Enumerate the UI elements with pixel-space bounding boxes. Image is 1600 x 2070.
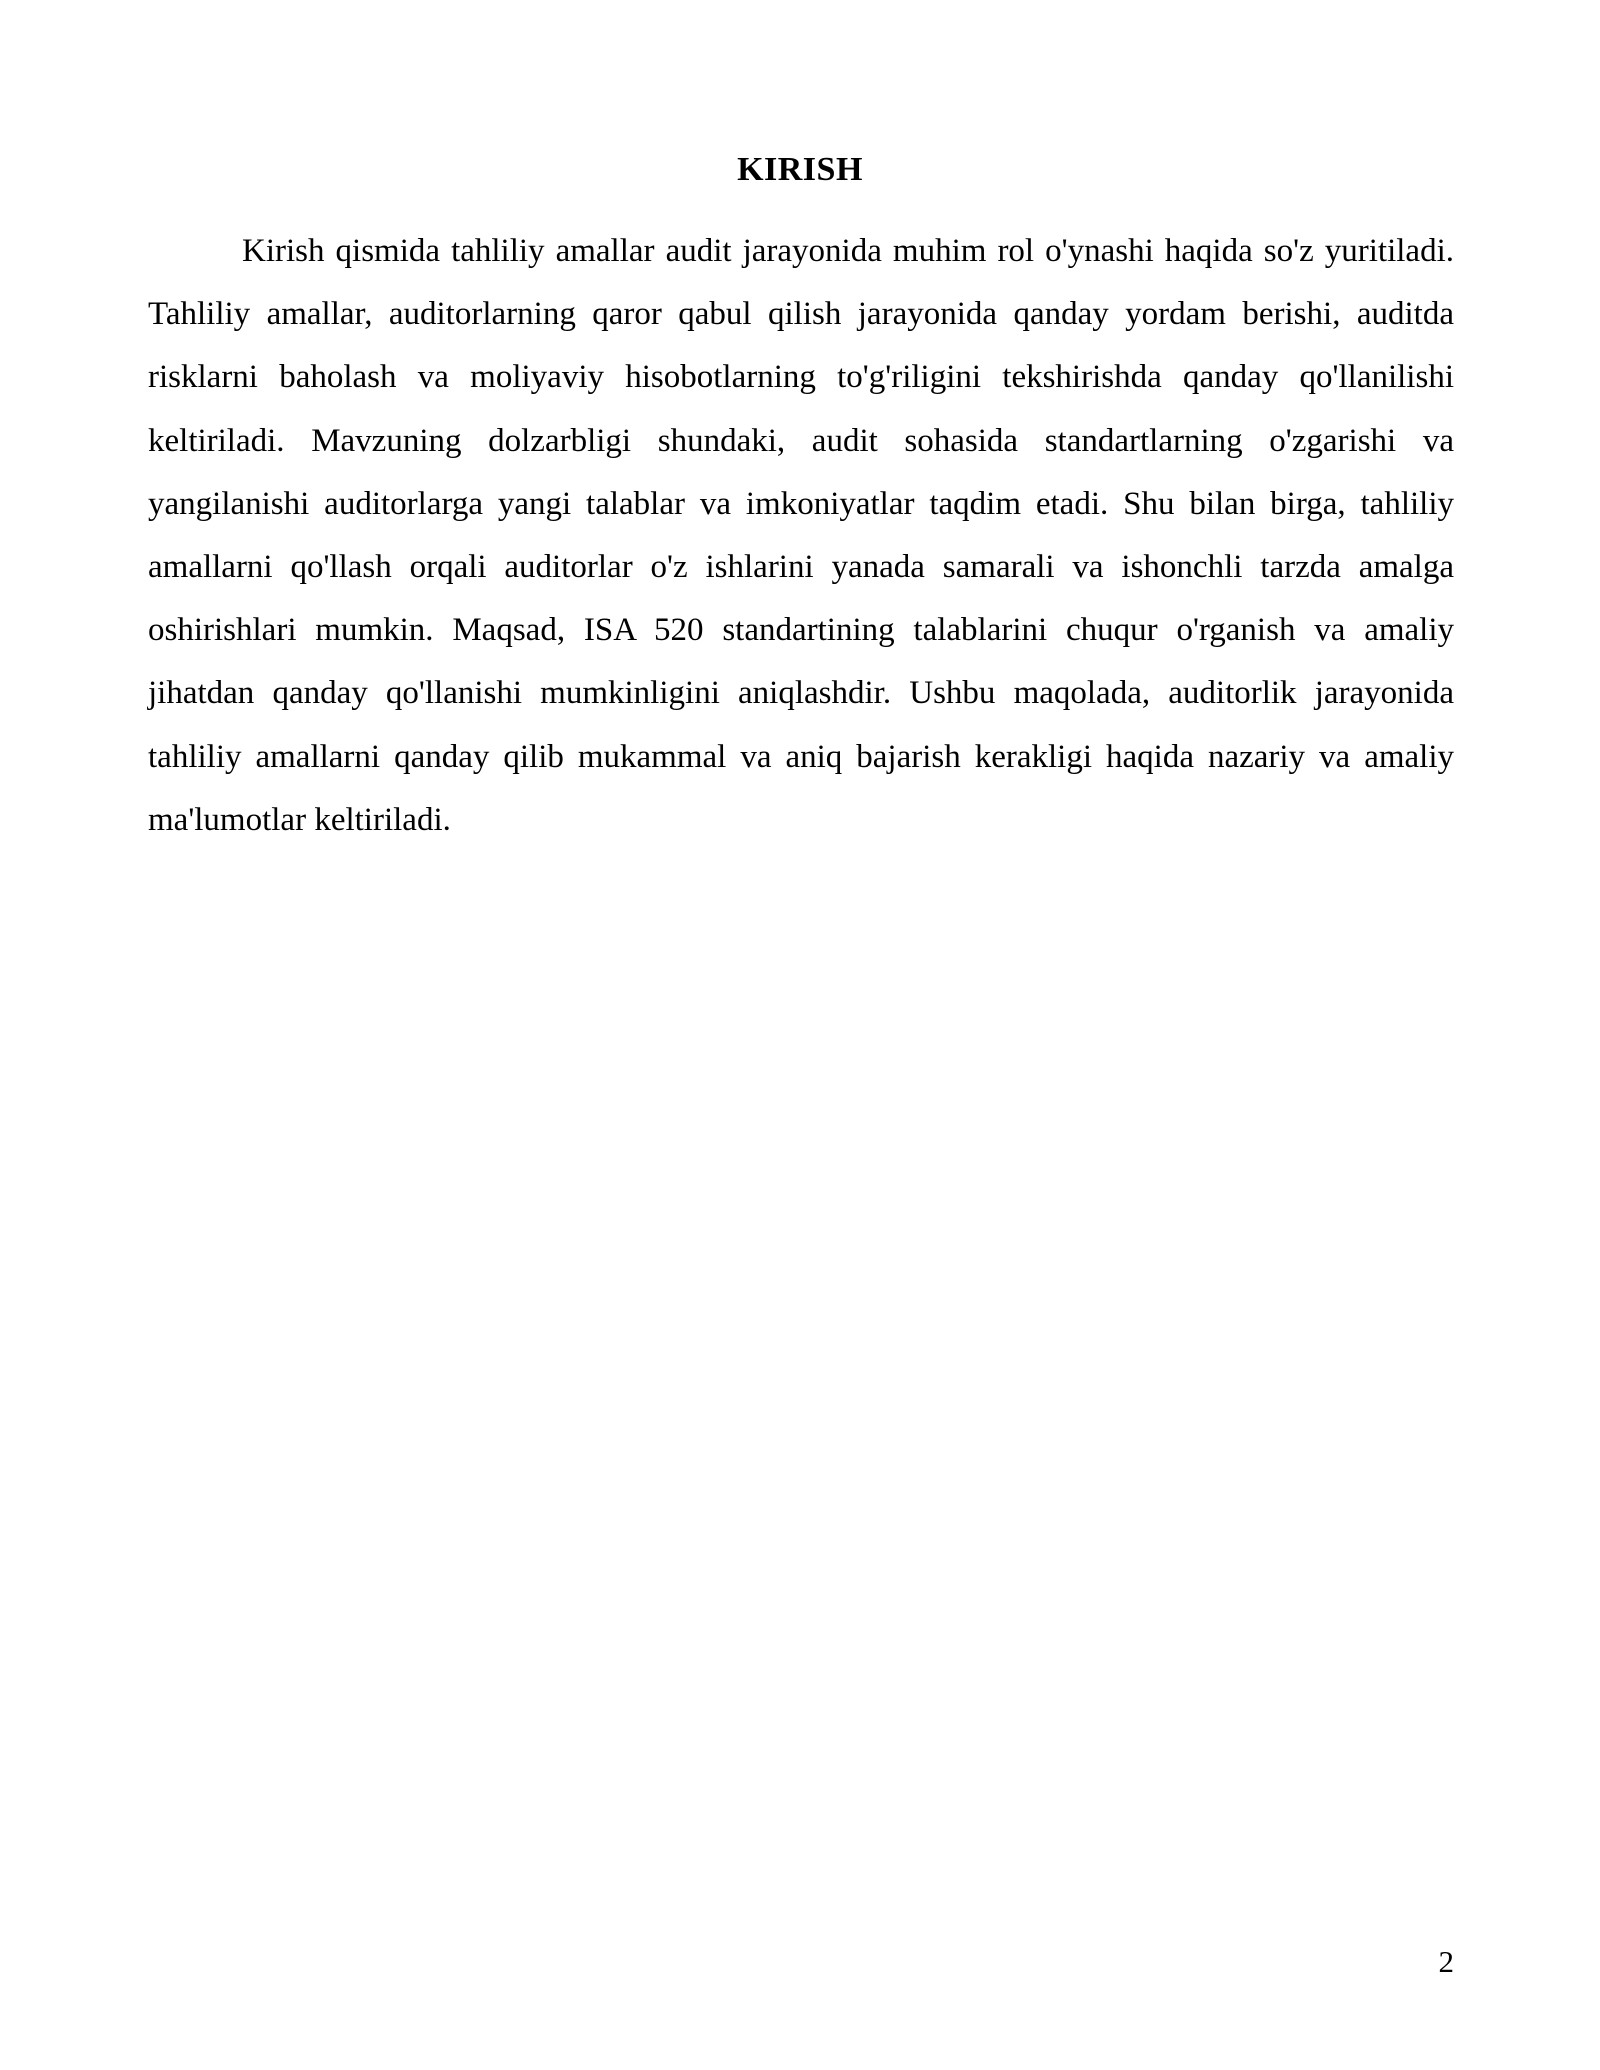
introduction-paragraph: Kirish qismida tahliliy amallar audit jarayonida muhim rol o'ynashi haqida so'z yuritiladi. Tahliliy amallar, auditorlarning qaror qabul qilish jarayonida qanday yordam berishi, auditda risklarni baholash va moliyaviy hisobotlarning to'g'riligini tekshirishda qanday qo'llanilishi keltiriladi. Mavzuning dolzarbligi shundaki, audit sohasida standartlarning o'zgarishi va yangilanishi auditorlarga yangi talablar va imkoniyatlar taqdim etadi. Shu bilan birga, tahliliy amallarni qo'llash orqali auditorlar o'z ishlarini yanada samarali va ishonchli tarzda amalga oshirishlari mumkin. Maqsad, ISA 520 standartining talablarini chuqur o'rganish va amaliy jihatdan qanday qo'llanishi mumkinligini aniqlashdir. Ushbu maqolada, auditorlik jarayonida tahliliy amallarni qanday qilib mukammal va aniq bajarish kerakligi haqida nazariy va amaliy ma'lumotlar keltiriladi. xyxy=(148,233,1454,838)
page-number: 2 xyxy=(1438,1944,1454,1979)
section-heading: KIRISH xyxy=(737,151,863,188)
